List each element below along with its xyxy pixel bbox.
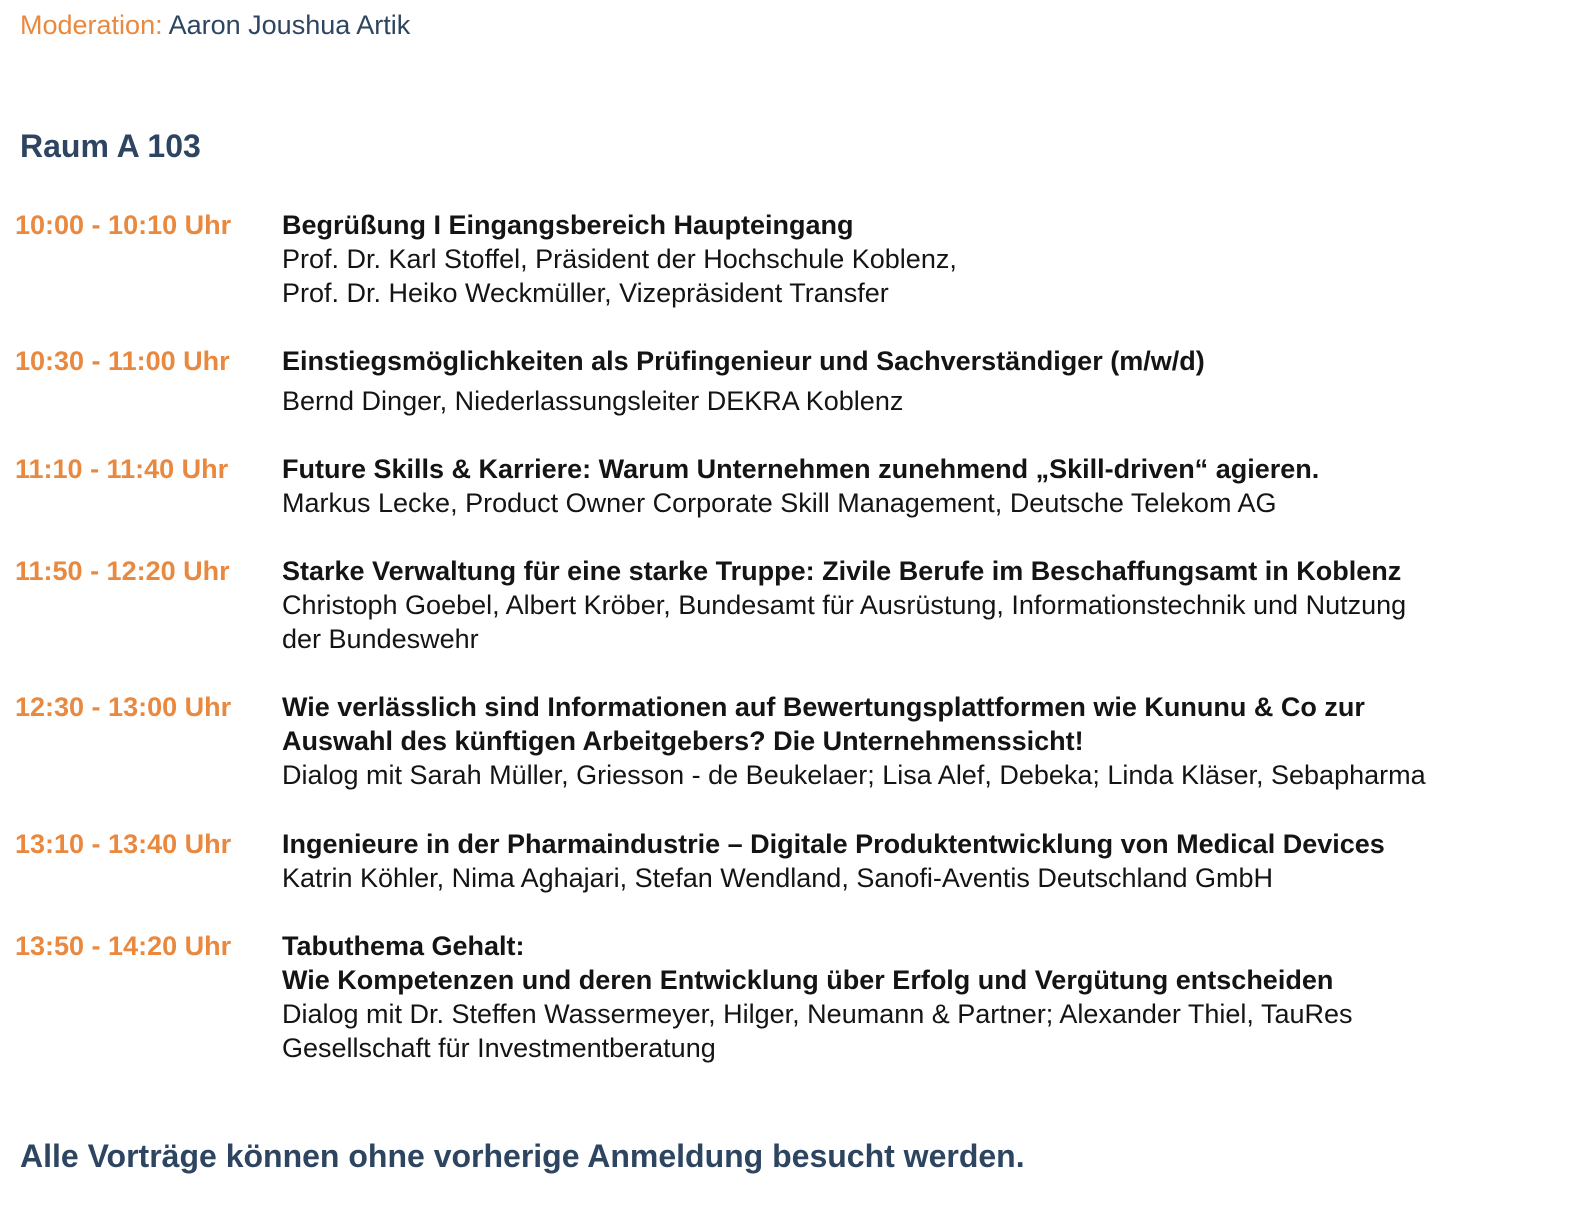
moderation-label: Moderation: [20, 10, 163, 40]
slot-speaker-line: der Bundeswehr [282, 624, 479, 654]
slot-title-line: Tabuthema Gehalt: [282, 931, 525, 961]
slot-title-line: Ingenieure in der Pharmaindustrie – Digitale Produktentwicklung von Medical Devices [282, 829, 1385, 859]
moderation-line [20, 8, 410, 42]
slot-time: 10:30 - 11:00 Uhr [15, 346, 230, 376]
slot-title-line: Starke Verwaltung für eine starke Truppe: Zivile Berufe im Beschaffungsamt in Koblenz [282, 556, 1402, 586]
slot-details [282, 929, 1552, 1065]
slot-speaker-line: Katrin Köhler, Nima Aghajari, Stefan Wendland, Sanofi-Aventis Deutschland GmbH [282, 863, 1274, 893]
slot-time: 12:30 - 13:00 Uhr [15, 692, 232, 722]
slot-time: 11:50 - 12:20 Uhr [15, 556, 230, 586]
slot-title-line: Wie verlässlich sind Informationen auf Bewertungsplattformen wie Kununu & Co zur [282, 692, 1365, 722]
slot-details [282, 452, 1552, 520]
slot-speaker-line: Markus Lecke, Product Owner Corporate Skill Management, Deutsche Telekom AG [282, 488, 1277, 518]
slot-details [282, 690, 1552, 792]
slot-speaker-line: Prof. Dr. Karl Stoffel, Präsident der Hochschule Koblenz, [282, 244, 957, 274]
slot-speaker-line: Prof. Dr. Heiko Weckmüller, Vizepräsident Transfer [282, 278, 889, 308]
slot-details [282, 827, 1552, 895]
room-title: Raum A 103 [20, 128, 201, 164]
slot-details [282, 344, 1552, 418]
slot-time: 13:10 - 13:40 Uhr [15, 829, 232, 859]
slot-speaker-line: Bernd Dinger, Niederlassungsleiter DEKRA Koblenz [282, 386, 904, 416]
moderator-name: Aaron Joushua Artik [168, 10, 411, 40]
slot-title-line: Auswahl des künftigen Arbeitgebers? Die Unternehmenssicht! [282, 726, 1084, 756]
slot-title-line: Future Skills & Karriere: Warum Unternehmen zunehmend „Skill-driven“ agieren. [282, 454, 1320, 484]
footer-note: Alle Vorträge können ohne vorherige Anmeldung besucht werden. [20, 1138, 1025, 1174]
slot-title-line: Begrüßung I Eingangsbereich Haupteingang [282, 210, 854, 240]
slot-speaker-line: Dialog mit Dr. Steffen Wassermeyer, Hilger, Neumann & Partner; Alexander Thiel, TauRes [282, 999, 1353, 1029]
slot-title-line: Wie Kompetenzen und deren Entwicklung über Erfolg und Vergütung entscheiden [282, 965, 1334, 995]
slot-details [282, 208, 1552, 310]
slot-title-line: Einstiegsmöglichkeiten als Prüfingenieur und Sachverständiger (m/w/d) [282, 346, 1205, 376]
slot-speaker-line: Gesellschaft für Investmentberatung [282, 1033, 716, 1063]
slot-details [282, 554, 1552, 656]
slot-time: 13:50 - 14:20 Uhr [15, 931, 232, 961]
slot-speaker-line: Dialog mit Sarah Müller, Griesson - de Beukelaer; Lisa Alef, Debeka; Linda Kläser, Sebapharma [282, 760, 1426, 790]
slot-speaker-line: Christoph Goebel, Albert Kröber, Bundesamt für Ausrüstung, Informationstechnik und Nutzung [282, 590, 1407, 620]
slot-time: 10:00 - 10:10 Uhr [15, 210, 232, 240]
slot-time: 11:10 - 11:40 Uhr [15, 454, 229, 484]
